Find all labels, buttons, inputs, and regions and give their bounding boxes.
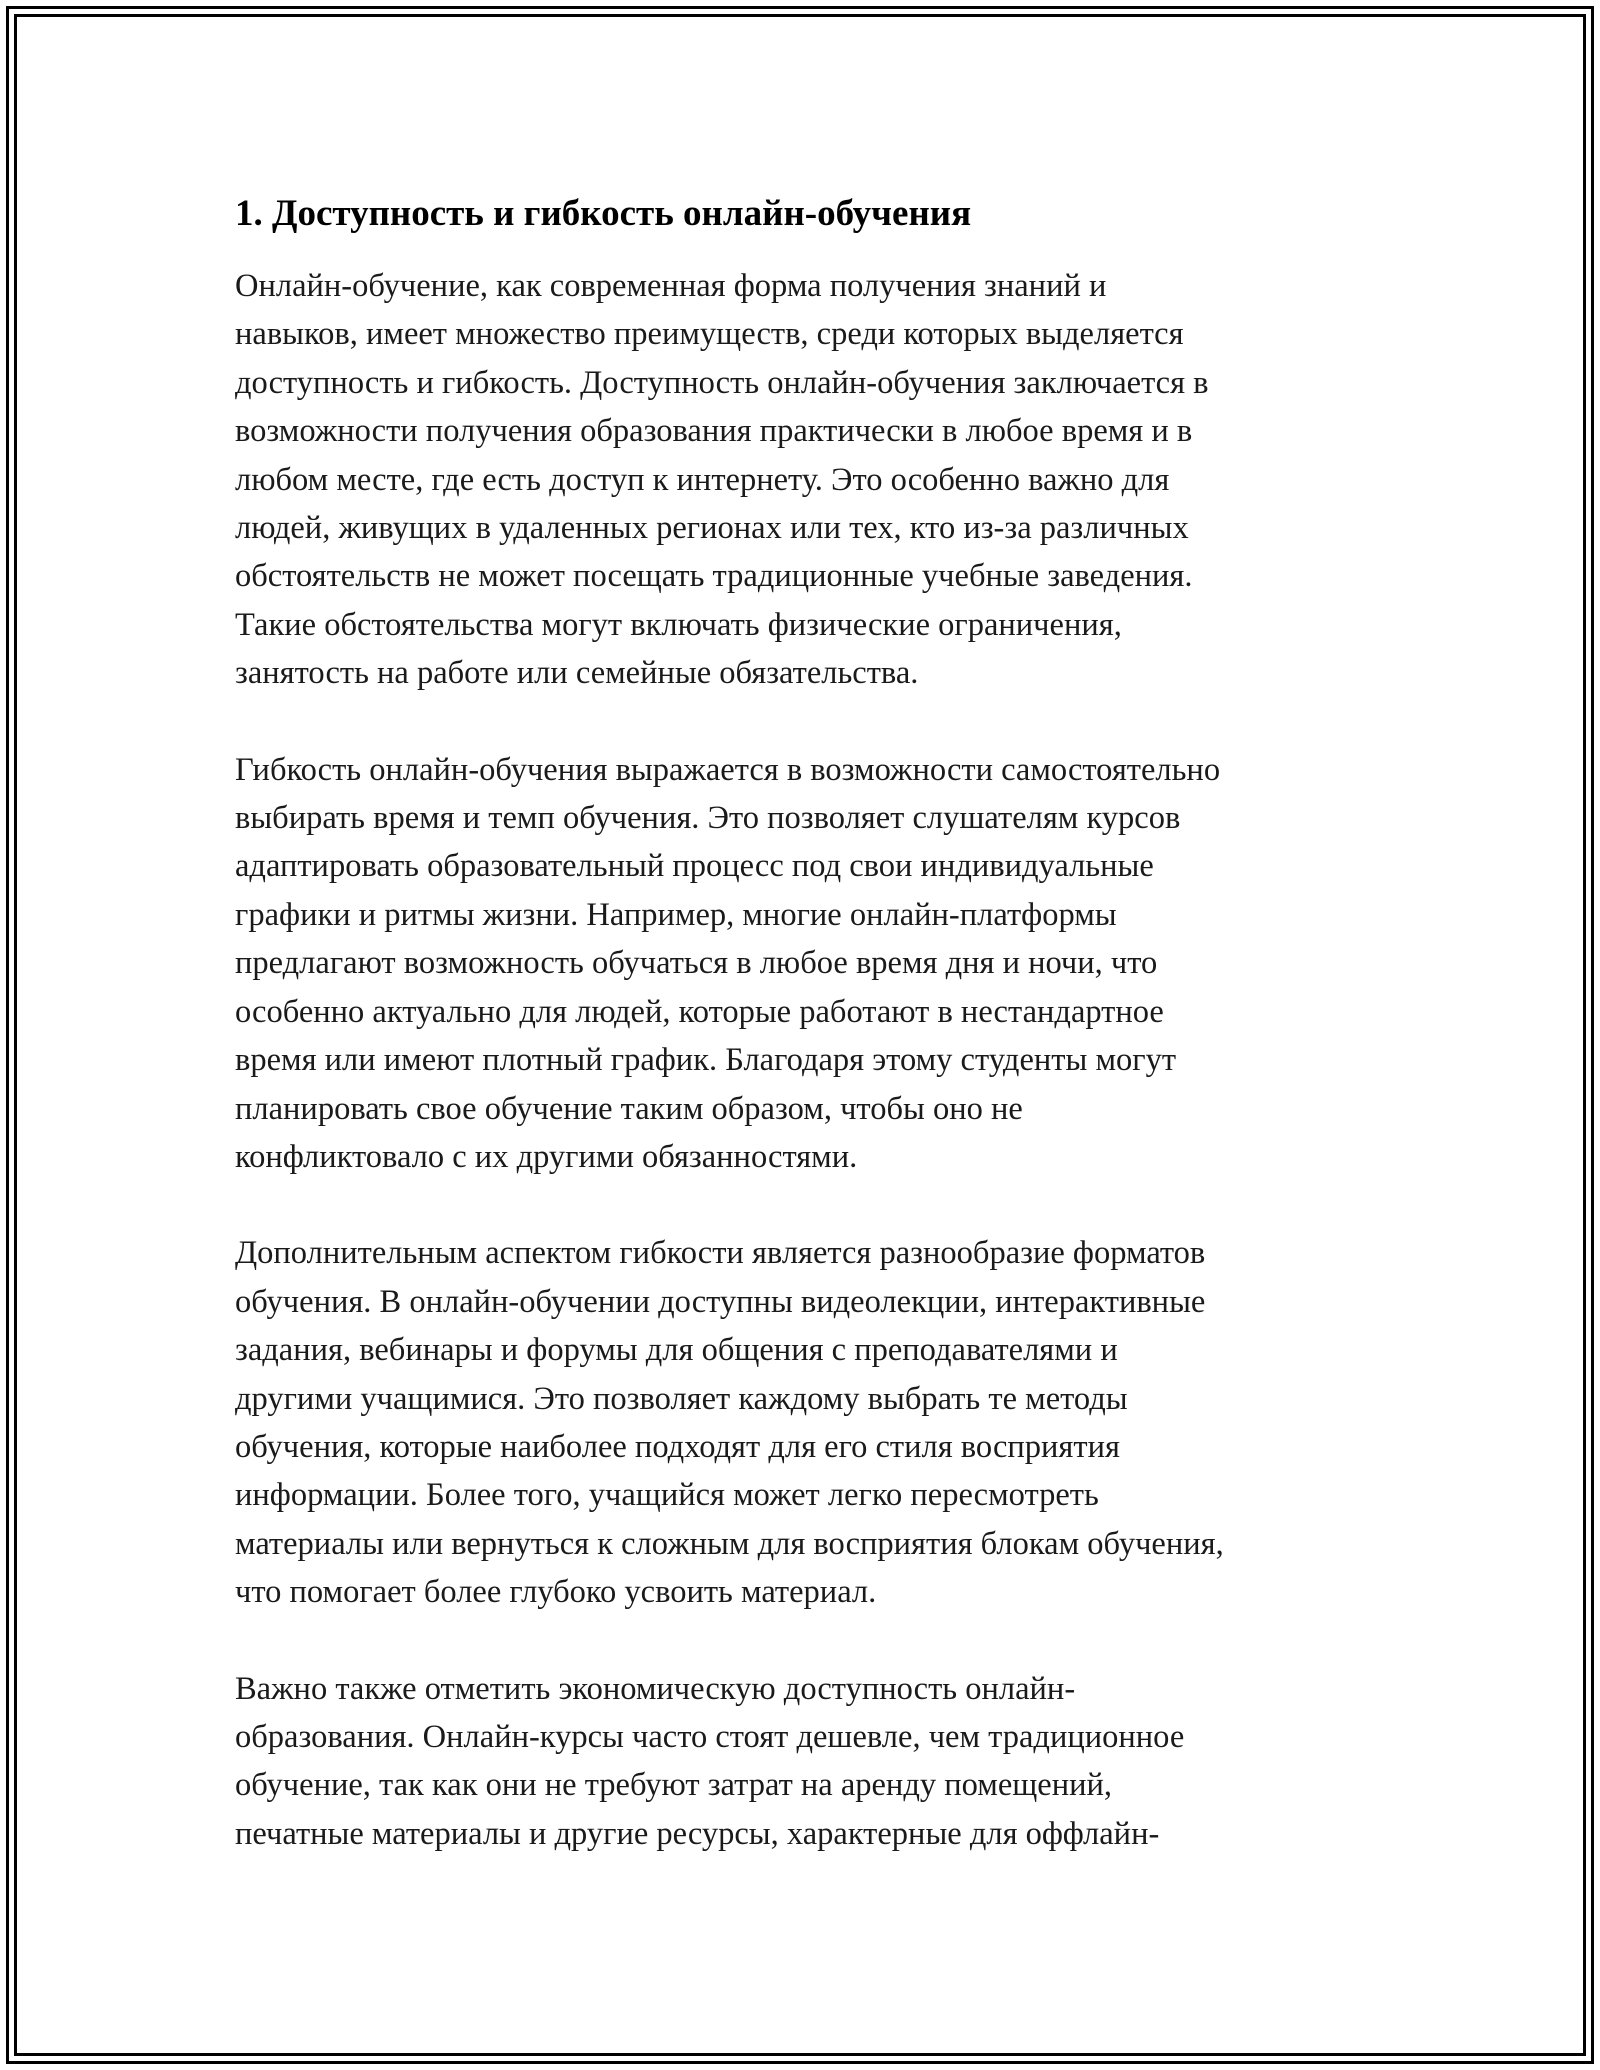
text-line: информации. Более того, учащийся может легко пересмотреть xyxy=(235,1477,1099,1514)
text-line: выбирать время и темп обучения. Это позволяет слушателям курсов xyxy=(235,800,1181,837)
text-line: обучения. В онлайн-обучении доступны видеолекции, интерактивные xyxy=(235,1283,1206,1320)
text-line: доступность и гибкость. Доступность онлайн-обучения заключается в xyxy=(235,364,1209,401)
text-line: особенно актуально для людей, которые работают в нестандартное xyxy=(235,993,1164,1030)
paragraph-flexibility xyxy=(235,746,1385,1182)
paragraph-accessibility xyxy=(235,262,1385,698)
text-line: Дополнительным аспектом гибкости является разнообразие форматов xyxy=(235,1235,1206,1272)
text-line: Важно также отметить экономическую доступность онлайн- xyxy=(235,1670,1076,1707)
text-line: обучение, так как они не требуют затрат на аренду помещений, xyxy=(235,1767,1113,1804)
text-line: обстоятельств не может посещать традиционные учебные заведения. xyxy=(235,558,1193,595)
paragraph-economic xyxy=(235,1665,1385,1859)
text-line: любом месте, где есть доступ к интернету. Это особенно важно для xyxy=(235,461,1170,498)
text-line: обучения, которые наиболее подходят для его стиля восприятия xyxy=(235,1428,1120,1465)
text-line: адаптировать образовательный процесс под свои индивидуальные xyxy=(235,848,1154,885)
section-heading: 1. Доступность и гибкость онлайн-обучения xyxy=(235,193,972,234)
text-line: навыков, имеет множество преимуществ, среди которых выделяется xyxy=(235,316,1184,353)
text-line: Онлайн-обучение, как современная форма получения знаний и xyxy=(235,268,1107,304)
text-line: графики и ритмы жизни. Например, многие онлайн-платформы xyxy=(235,896,1117,933)
text-line: образования. Онлайн-курсы часто стоят дешевле, чем традиционное xyxy=(235,1718,1185,1755)
text-line: возможности получения образования практически в любое время и в xyxy=(235,413,1193,450)
text-line: конфликтовало с их другими обязанностями. xyxy=(235,1138,858,1175)
text-line: время или имеют плотный график. Благодаря этому студенты могут xyxy=(235,1042,1177,1079)
text-line: материалы или вернуться к сложным для восприятия блокам обучения, xyxy=(235,1525,1224,1562)
text-line: что помогает более глубоко усвоить материал. xyxy=(235,1574,877,1611)
text-line: Такие обстоятельства могут включать физические ограничения, xyxy=(235,606,1122,643)
paragraph-formats xyxy=(235,1229,1385,1616)
text-line: занятость на работе или семейные обязательства. xyxy=(235,655,919,692)
text-line: другими учащимися. Это позволяет каждому выбрать те методы xyxy=(235,1380,1128,1417)
text-line: людей, живущих в удаленных регионах или тех, кто из-за различных xyxy=(235,510,1189,547)
text-line: печатные материалы и другие ресурсы, характерные для оффлайн- xyxy=(235,1815,1160,1852)
text-line: задания, вебинары и форумы для общения с преподавателями и xyxy=(235,1332,1118,1369)
text-line: планировать свое обучение таким образом, чтобы оно не xyxy=(235,1090,1023,1127)
document-body xyxy=(235,186,1385,1906)
text-line: Гибкость онлайн-обучения выражается в возможности самостоятельно xyxy=(235,751,1221,788)
text-line: предлагают возможность обучаться в любое время дня и ночи, что xyxy=(235,945,1158,982)
